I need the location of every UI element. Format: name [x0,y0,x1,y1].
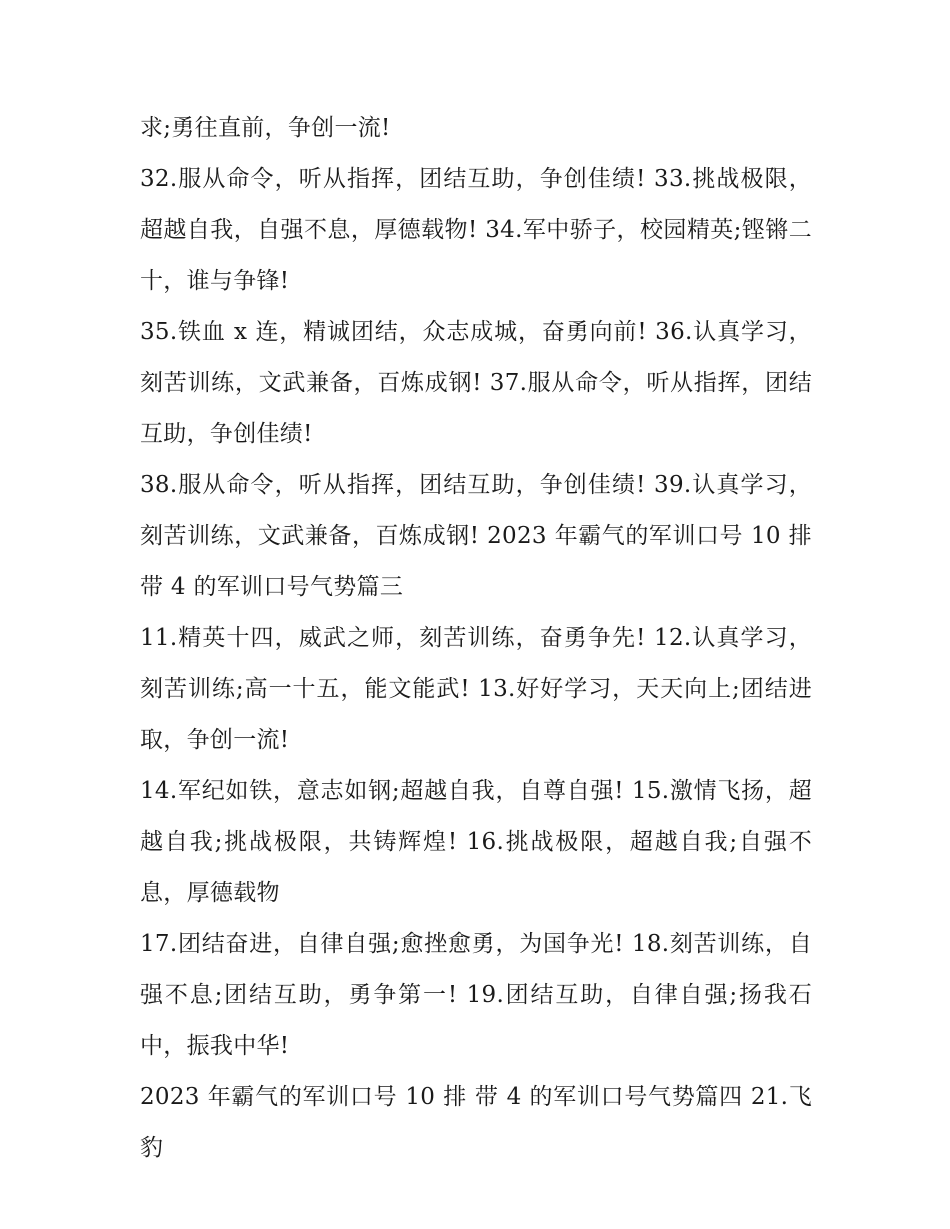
paragraph-6: 14.军纪如铁，意志如钢;超越自我，自尊自强! 15.激情飞扬，超越自我;挑战极限，共铸辉煌! 16.挑战极限，超越自我;自强不息，厚德载物 [140,778,812,906]
document-body [140,103,812,1174]
paragraph-5: 11.精英十四，威武之师，刻苦训练，奋勇争先! 12.认真学习，刻苦训练;高一十五，能文能武! 13.好好学习，天天向上;团结进取，争创一流! [140,625,812,753]
paragraph-4: 38.服从命令，听从指挥，团结互助，争创佳绩! 39.认真学习，刻苦训练，文武兼备，百炼成钢! 2023 年霸气的军训口号 10 排带 4 的军训口号气势篇三 [140,472,812,600]
paragraph-7: 17.团结奋进，自律自强;愈挫愈勇，为国争光! 18.刻苦训练，自强不息;团结互助，勇争第一! 19.团结互助，自律自强;扬我石中，振我中华! [140,931,812,1059]
paragraph-3: 35.铁血 x 连，精诚团结，众志成城，奋勇向前! 36.认真学习，刻苦训练，文武兼备，百炼成钢! 37.服从命令，听从指挥，团结互助，争创佳绩! [140,319,812,447]
paragraph-8: 2023 年霸气的军训口号 10 排 带 4 的军训口号气势篇四 21.飞豹 [140,1084,812,1161]
paragraph-2: 32.服从命令，听从指挥，团结互助，争创佳绩! 33.挑战极限，超越自我，自强不息，厚德载物! 34.军中骄子，校园精英;铿锵二十，谁与争锋! [140,166,812,294]
paragraph-1: 求;勇往直前，争创一流! [140,115,391,141]
